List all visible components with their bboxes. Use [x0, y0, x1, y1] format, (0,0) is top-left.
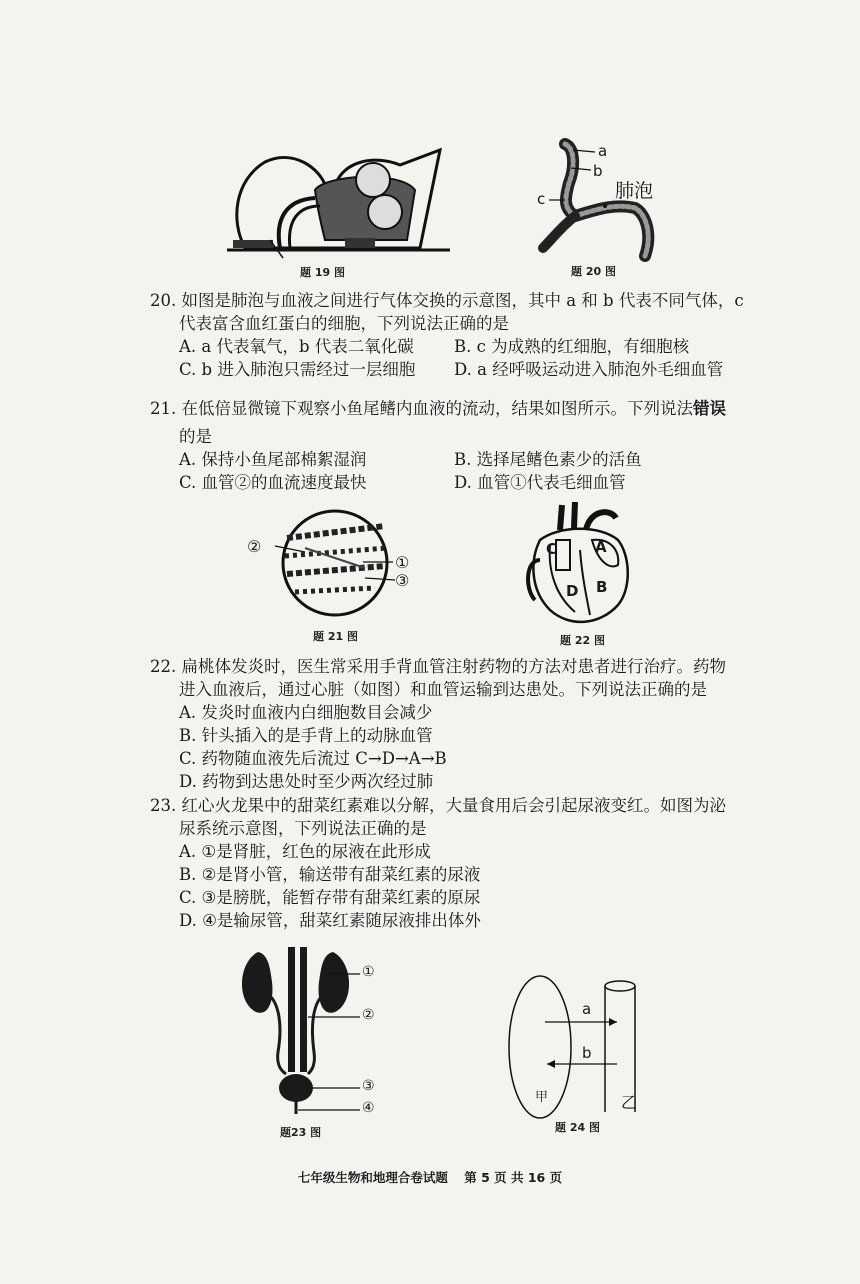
fig24-label-a: a — [582, 1000, 592, 1018]
q23-option-b[interactable]: B. ②是肾小管，输送带有甜菜红素的尿液 — [179, 865, 481, 884]
q21-option-a[interactable]: A. 保持小鱼尾部棉絮湿润 — [179, 450, 367, 469]
figure-20-caption: 题 20 图 — [571, 265, 616, 278]
fig22-label-A: A — [595, 538, 607, 556]
q21-option-b[interactable]: B. 选择尾鳍色素少的活鱼 — [454, 450, 642, 469]
footer-title: 七年级生物和地理合卷试题 — [297, 1170, 448, 1185]
q23-stem-line2: 尿系统示意图，下列说法正确的是 — [179, 819, 427, 838]
figure-23-caption: 题23 图 — [280, 1126, 322, 1139]
fig20-label-c: c — [537, 190, 546, 208]
question-20 — [150, 289, 770, 381]
fig22-label-D: D — [566, 582, 579, 600]
q21-stem-line2: 的是 — [179, 427, 212, 446]
question-21 — [150, 397, 770, 494]
fig24-label-yi: 乙 — [621, 1093, 638, 1112]
q21-options — [150, 448, 770, 494]
figure-24-caption: 题 24 图 — [555, 1121, 600, 1134]
q21-stem-emphasis: 错误 — [693, 399, 726, 418]
q23-stem-line1: 23. 红心火龙果中的甜菜红素难以分解，大量食用后会引起尿液变红。如图为泌 — [150, 796, 726, 815]
fig22-label-B: B — [596, 578, 608, 596]
fig20-label-alveolus: 肺泡 — [615, 180, 654, 202]
q20-option-d[interactable]: D. a 经呼吸运动进入肺泡外毛细血管 — [454, 360, 724, 379]
q20-options — [150, 335, 770, 381]
figure-24 — [505, 972, 655, 1134]
heart-diagram — [520, 500, 640, 630]
fig23-label-1: ① — [362, 964, 375, 980]
figure-22-caption: 题 22 图 — [560, 634, 605, 647]
figure-22 — [520, 500, 640, 647]
q20-option-b[interactable]: B. c 为成熟的红细胞，有细胞核 — [454, 337, 690, 356]
q22-stem-line1: 22. 扁桃体发炎时，医生常采用手背血管注射药物的方法对患者进行治疗。药物 — [150, 657, 726, 676]
q22-option-b[interactable]: B. 针头插入的是手背上的动脉血管 — [179, 726, 433, 745]
q22-option-d[interactable]: D. 药物到达患处时至少两次经过肺 — [179, 772, 434, 791]
q21-stem-line1 — [150, 397, 770, 420]
fig24-label-b: b — [582, 1044, 592, 1062]
q23-option-d[interactable]: D. ④是输尿管，甜菜红素随尿液排出体外 — [179, 911, 481, 930]
fig24-label-jia: 甲 — [535, 1090, 549, 1105]
q21-option-c[interactable]: C. 血管②的血流速度最快 — [179, 473, 367, 492]
figure-20 — [535, 138, 665, 278]
q21-stem-text: 21. 在低倍显微镜下观察小鱼尾鳍内血液的流动，结果如图所示。下列说法 — [150, 399, 693, 418]
fig20-label-b: b — [593, 162, 603, 180]
fig20-label-a: a — [598, 142, 608, 160]
bell-jar-diagram — [225, 140, 455, 260]
q20-stem-line2: 代表富含血红蛋白的细胞，下列说法正确的是 — [179, 314, 509, 333]
q22-stem-line2: 进入血液后，通过心脏（如图）和血管运输到达患处。下列说法正确的是 — [179, 680, 707, 699]
q21-option-d[interactable]: D. 血管①代表毛细血管 — [454, 473, 626, 492]
footer-page-number: 第 5 页 共 16 页 — [464, 1170, 563, 1185]
fish-tail-microscope-diagram — [245, 508, 415, 620]
figure-23 — [238, 942, 388, 1139]
question-23 — [150, 794, 770, 932]
q23-option-c[interactable]: C. ③是膀胱，能暂存带有甜菜红素的原尿 — [179, 888, 481, 907]
q20-option-a[interactable]: A. a 代表氧气，b 代表二氧化碳 — [179, 337, 414, 356]
page-footer — [0, 1168, 860, 1186]
fig21-label-2: ② — [247, 537, 262, 556]
figure-21 — [245, 508, 415, 643]
q22-option-a[interactable]: A. 发炎时血液内白细胞数目会减少 — [179, 703, 433, 722]
fig23-label-3: ③ — [362, 1078, 375, 1094]
figure-19-caption: 题 19 图 — [300, 266, 345, 279]
fig23-label-2: ② — [362, 1007, 375, 1023]
fig21-label-1: ① — [395, 553, 410, 572]
fig23-label-4: ④ — [362, 1100, 375, 1116]
q22-option-c[interactable]: C. 药物随血液先后流过 C→D→A→B — [179, 749, 447, 768]
figure-21-caption: 题 21 图 — [313, 630, 358, 643]
fig21-label-3: ③ — [395, 571, 410, 590]
q23-option-a[interactable]: A. ①是肾脏，红色的尿液在此形成 — [179, 842, 431, 861]
q20-option-c[interactable]: C. b 进入肺泡只需经过一层细胞 — [179, 360, 416, 379]
fig22-label-C: C — [546, 540, 558, 558]
figure-19 — [225, 140, 455, 279]
question-22 — [150, 655, 770, 793]
q20-stem-line1: 20. 如图是肺泡与血液之间进行气体交换的示意图，其中 a 和 b 代表不同气体，c — [150, 291, 744, 310]
